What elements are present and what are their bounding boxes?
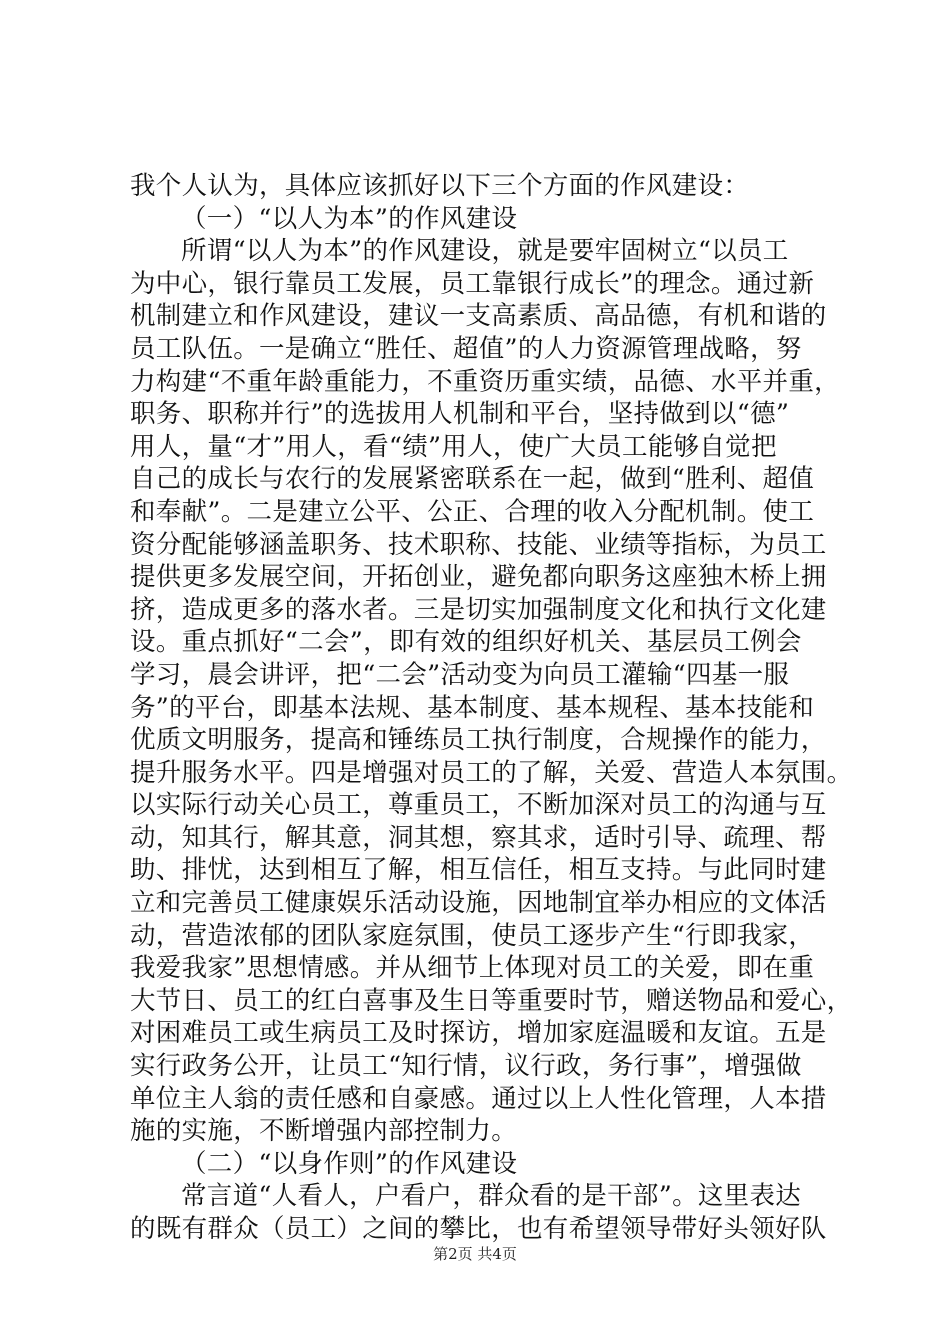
paragraph-first-line: 常言道“人看人，户看户，群众看的是干部”。这里表达 — [181, 1181, 802, 1212]
text-line: 务”的平台，即基本法规、基本制度、基本规程、基本技能和 — [130, 692, 815, 723]
text-line: 职务、职称并行”的选拔用人机制和平台，坚持做到以“德” — [130, 399, 790, 430]
text-line: 挤，造成更多的落水者。三是切实加强制度文化和执行文化建 — [130, 594, 827, 625]
text-line: 和奉献”。二是建立公平、公正、合理的收入分配机制。使工 — [130, 496, 815, 527]
text-line: 优质文明服务，提高和锤练员工执行制度，合规操作的能力， — [130, 725, 827, 756]
text-line: 自己的成长与农行的发展紧密联系在一起，做到“胜利、超值 — [130, 464, 815, 495]
document-body — [130, 170, 853, 1246]
text-line: 大节日、员工的红白喜事及生日等重要时节，赠送物品和爱心， — [130, 985, 853, 1016]
text-line: 的既有群众（员工）之间的攀比，也有希望领导带好头领好队 — [130, 1214, 827, 1244]
text-line: 动，营造浓郁的团队家庭氛围，使员工逐步产生“行即我家， — [130, 920, 815, 951]
text-line: 单位主人翁的责任感和自豪感。通过以上人性化管理，人本措 — [130, 1083, 827, 1114]
section-heading: （一）“以人为本”的作风建设 — [181, 203, 518, 234]
text-line: 用人，量“才”用人，看“绩”用人，使广大员工能够自觉把 — [130, 431, 777, 462]
text-line: 为中心，银行靠员工发展，员工靠银行成长”的理念。通过新 — [130, 268, 815, 299]
text-line: 提供更多发展空间，开拓创业，避免都向职务这座独木桥上拥 — [130, 562, 827, 593]
text-line: 助、排忧，达到相互了解，相互信任，相互支持。与此同时建 — [130, 855, 827, 886]
text-line: 对困难员工或生病员工及时探访，增加家庭温暖和友谊。五是 — [130, 1018, 827, 1049]
text-line: 资分配能够涵盖职务、技术职称、技能、业绩等指标，为员工 — [130, 529, 827, 560]
text-line: 立和完善员工健康娱乐活动设施，因地制宜举办相应的文体活 — [130, 888, 827, 919]
text-line: 动，知其行，解其意，洞其想，察其求，适时引导、疏理、帮 — [130, 822, 827, 853]
page-number-footer: 第2页 共4页 — [433, 1245, 517, 1263]
text-line: 力构建“不重年龄重能力，不重资历重实绩，品德、水平并重， — [130, 366, 840, 397]
text-line: 以实际行动关心员工，尊重员工，不断加深对员工的沟通与互 — [130, 790, 827, 821]
text-line: 设。重点抓好“二会”，即有效的组织好机关、基层员工例会 — [130, 627, 802, 658]
text-line: 我爱我家”思想情感。并从细节上体现对员工的关爱，即在重 — [130, 953, 815, 984]
text-line: 我个人认为，具体应该抓好以下三个方面的作风建设： — [130, 171, 750, 201]
text-line: 员工队伍。一是确立“胜任、超值”的人力资源管理战略，努 — [130, 333, 802, 364]
text-line: 实行政务公开，让员工“知行情，议行政，务行事”，增强做 — [130, 1051, 802, 1082]
text-line: 学习，晨会讲评，把“二会”活动变为向员工灌输“四基一服 — [130, 659, 790, 690]
paragraph-first-line: 所谓“以人为本”的作风建设，就是要牢固树立“以员工 — [181, 236, 789, 267]
text-line: 提升服务水平。四是增强对员工的了解，关爱、营造人本氛围。 — [130, 757, 853, 788]
text-line: 机制建立和作风建设，建议一支高素质、高品德，有机和谐的 — [130, 301, 827, 332]
section-heading: （二）“以身作则”的作风建设 — [181, 1148, 518, 1179]
text-line: 施的实施，不断增强内部控制力。 — [130, 1116, 518, 1147]
